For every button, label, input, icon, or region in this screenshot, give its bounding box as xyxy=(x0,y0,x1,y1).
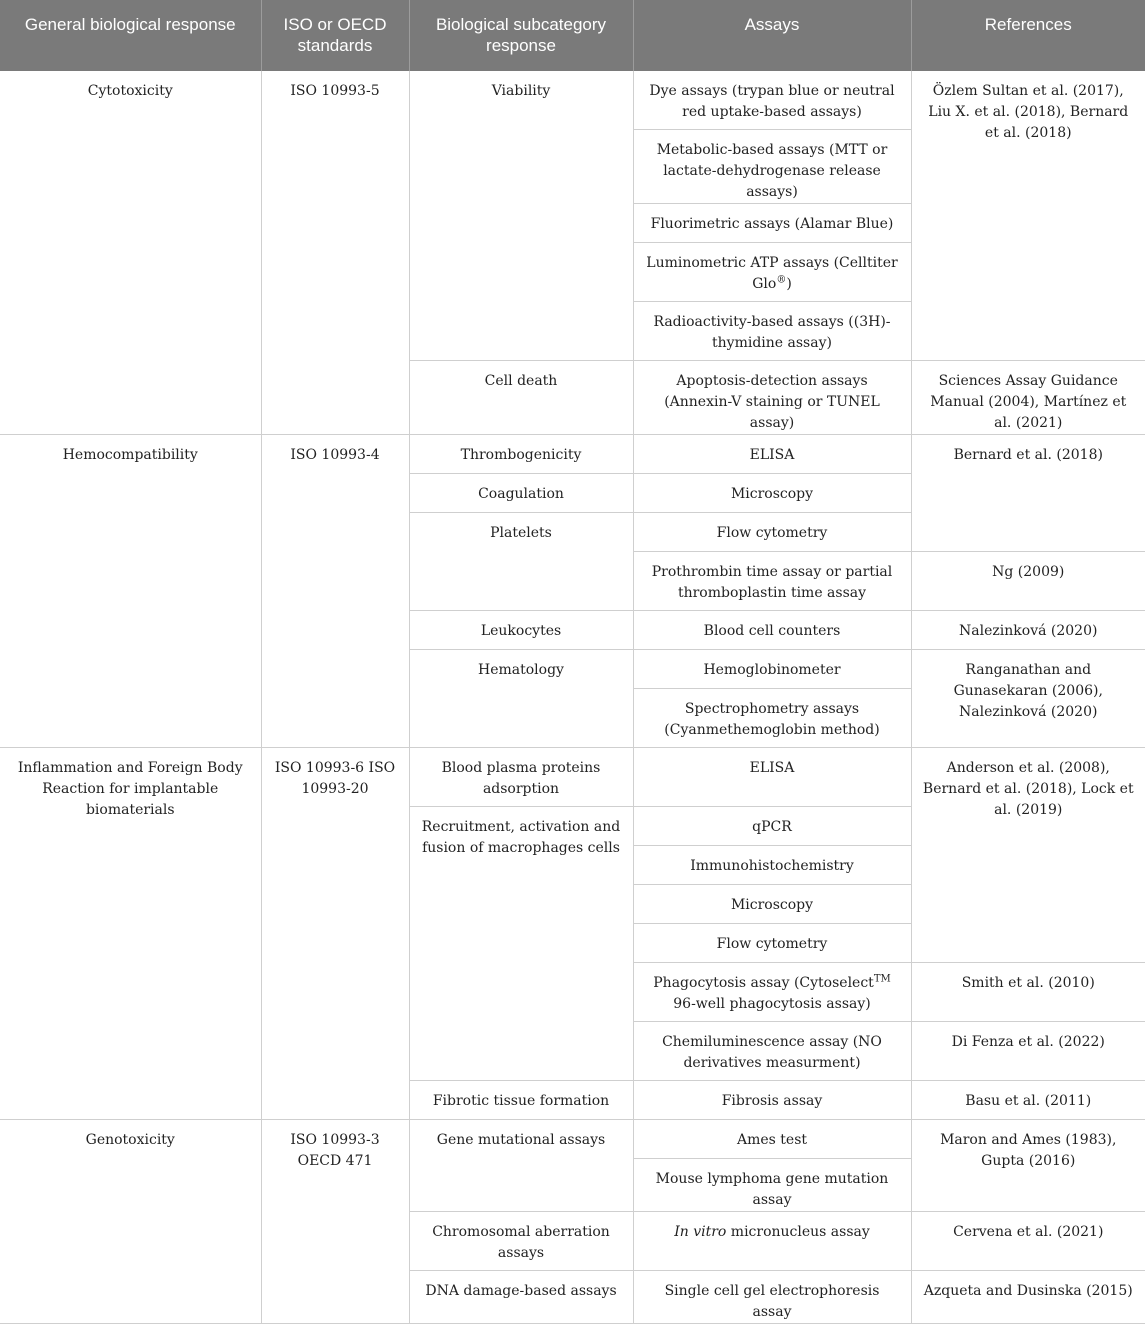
cell-assay-apoptosis: Apoptosis-detection assays (Annexin-V staining or TUNEL assay) xyxy=(633,361,911,435)
cell-subcategory-cell-death: Cell death xyxy=(409,361,633,435)
cell-ref-anderson: Anderson et al. (2008), Bernard et al. (2018), Lock et al. (2019) xyxy=(911,748,1145,963)
cell-subcategory-recruitment: Recruitment, activation and fusion of macrophages cells xyxy=(409,807,633,1081)
cell-assay-qpcr: qPCR xyxy=(633,807,911,846)
header-subcategory: Biological subcategory response xyxy=(409,0,633,71)
assay-text-end: ) xyxy=(786,276,792,292)
cell-assay-prothrombin: Prothrombin time assay or partial thromboplastin time assay xyxy=(633,552,911,611)
cell-assay-mouse-lymphoma: Mouse lymphoma gene mutation assay xyxy=(633,1159,911,1212)
cell-assay-flow-cytometry: Flow cytometry xyxy=(633,924,911,963)
cell-assay-comet: Single cell gel electrophoresis assay xyxy=(633,1271,911,1324)
cell-ref-maron: Maron and Ames (1983), Gupta (2016) xyxy=(911,1120,1145,1212)
header-general: General biological response xyxy=(0,0,261,71)
cell-assay-metabolic: Metabolic-based assays (MTT or lactate-dehydrogenase release assays) xyxy=(633,130,911,204)
cell-ref-cell-death: Sciences Assay Guidance Manual (2004), Martínez et al. (2021) xyxy=(911,361,1145,435)
cell-ref-difenza: Di Fenza et al. (2022) xyxy=(911,1022,1145,1081)
cell-ref-azqueta: Azqueta and Dusinska (2015) xyxy=(911,1271,1145,1324)
cell-ref-viability: Özlem Sultan et al. (2017), Liu X. et al. (2018), Bernard et al. (2018) xyxy=(911,71,1145,361)
assay-text: micronucleus assay xyxy=(726,1224,870,1240)
cell-assay-luminometric xyxy=(633,243,911,302)
table-row xyxy=(0,435,1145,474)
cell-assay-microscopy: Microscopy xyxy=(633,474,911,513)
cell-assay-fibrosis: Fibrosis assay xyxy=(633,1081,911,1120)
table-row xyxy=(0,1120,1145,1159)
header-references: References xyxy=(911,0,1145,71)
cell-subcategory-viability: Viability xyxy=(409,71,633,361)
cell-subcategory-dna-damage: DNA damage-based assays xyxy=(409,1271,633,1324)
cell-assay-immunohistochemistry: Immunohistochemistry xyxy=(633,846,911,885)
table-row xyxy=(0,748,1145,807)
cell-assay-microscopy: Microscopy xyxy=(633,885,911,924)
cell-assay-counters: Blood cell counters xyxy=(633,611,911,650)
cell-standard-genotoxicity: ISO 10993-3 OECD 471 xyxy=(261,1120,409,1324)
cell-standard-inflammation: ISO 10993-6 ISO 10993-20 xyxy=(261,748,409,1120)
cell-assay-fluorimetric: Fluorimetric assays (Alamar Blue) xyxy=(633,204,911,243)
cell-ref-smith: Smith et al. (2010) xyxy=(911,963,1145,1022)
cell-standard-hemocompatibility: ISO 10993-4 xyxy=(261,435,409,748)
cell-assay-ames: Ames test xyxy=(633,1120,911,1159)
header-assays: Assays xyxy=(633,0,911,71)
trademark-mark: TM xyxy=(873,973,891,985)
cell-subcategory-chromosomal: Chromosomal aberration assays xyxy=(409,1212,633,1271)
header-standards: ISO or OECD standards xyxy=(261,0,409,71)
cell-general-hemocompatibility: Hemocompatibility xyxy=(0,435,261,748)
cell-subcategory-plasma: Blood plasma proteins adsorption xyxy=(409,748,633,807)
cell-assay-radioactivity: Radioactivity-based assays ((3H)-thymidine assay) xyxy=(633,302,911,361)
table-row xyxy=(0,71,1145,130)
cell-assay-chemiluminescence: Chemiluminescence assay (NO derivatives measurment) xyxy=(633,1022,911,1081)
cell-ref-bernard: Bernard et al. (2018) xyxy=(911,435,1145,552)
header-row xyxy=(0,0,1145,71)
cell-subcategory-platelets: Platelets xyxy=(409,513,633,611)
assay-italic-text: In vitro xyxy=(674,1224,727,1240)
cell-ref-cervena: Cervena et al. (2021) xyxy=(911,1212,1145,1271)
cell-subcategory-leukocytes: Leukocytes xyxy=(409,611,633,650)
registered-mark: ® xyxy=(776,274,787,286)
cell-general-cytotoxicity: Cytotoxicity xyxy=(0,71,261,435)
cell-assay-hemoglobinometer: Hemoglobinometer xyxy=(633,650,911,689)
cell-standard-cytotoxicity: ISO 10993-5 xyxy=(261,71,409,435)
cell-assay-flow-cytometry: Flow cytometry xyxy=(633,513,911,552)
cell-general-inflammation: Inflammation and Foreign Body Reaction for implantable biomaterials xyxy=(0,748,261,1120)
cell-assay-elisa: ELISA xyxy=(633,435,911,474)
cell-ref-ng: Ng (2009) xyxy=(911,552,1145,611)
cell-general-genotoxicity: Genotoxicity xyxy=(0,1120,261,1324)
cell-assay-micronucleus xyxy=(633,1212,911,1271)
cell-subcategory-thrombogenicity: Thrombogenicity xyxy=(409,435,633,474)
cell-assay-spectrophotometry: Spectrophometry assays (Cyanmethemoglobin method) xyxy=(633,689,911,748)
cell-ref-nalezinkova: Nalezinková (2020) xyxy=(911,611,1145,650)
cell-subcategory-coagulation: Coagulation xyxy=(409,474,633,513)
cell-subcategory-hematology: Hematology xyxy=(409,650,633,748)
cell-assay-phagocytosis xyxy=(633,963,911,1022)
cell-assay-elisa: ELISA xyxy=(633,748,911,807)
cell-subcategory-gene-mutational: Gene mutational assays xyxy=(409,1120,633,1212)
cell-subcategory-fibrotic: Fibrotic tissue formation xyxy=(409,1081,633,1120)
assay-text-end: 96-well phagocytosis assay) xyxy=(673,996,871,1012)
assay-text: Luminometric ATP assays (Celltiter Glo xyxy=(646,255,898,292)
assay-text: Phagocytosis assay (Cytoselect xyxy=(653,975,874,991)
cell-assay-dye: Dye assays (trypan blue or neutral red uptake-based assays) xyxy=(633,71,911,130)
cell-ref-hematology: Ranganathan and Gunasekaran (2006), Nalezinková (2020) xyxy=(911,650,1145,748)
cell-ref-basu: Basu et al. (2011) xyxy=(911,1081,1145,1120)
